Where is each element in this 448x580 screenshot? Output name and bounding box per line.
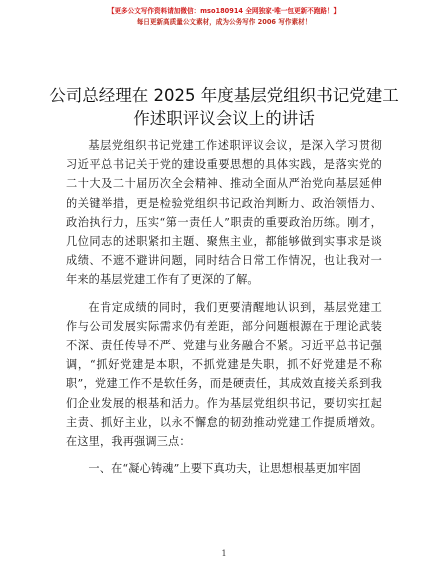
- document-title-line-1: 公司总经理在 2025 年度基层党组织书记党建工: [49, 86, 399, 105]
- paragraph-problems: 在肯定成绩的同时，我们更要清醒地认识到，基层党建工作与公司发展实际需求仍有差距，部分问题根源在于理论武装不深、责任传导不严、党建与业务融合不紧。习近平总书记强调，“抓好党建是本职，不抓党建是失职，抓不好党建是不称职”，党建工作不是软任务，而是硬责任，其成效直接关系到我们企业发展的根基和活力。作为基层党组织书记，要切实扛起主责、抓好主业，以永不懈怠的韧劲推动党建工作提质增效。在这里，我再强调三点：: [66, 300, 382, 449]
- promo-header-line-1: 【更多公文写作资料请加微信：mso180914 全网独家·唯一包更新不跑路！】: [107, 7, 341, 15]
- document-title: [30, 84, 418, 130]
- section-heading-1: 一、在“凝心铸魂”上要下真功夫，让思想根基更加牢固: [88, 462, 361, 476]
- promo-header-line-2: 每日更新高质量公文素材，成为公务写作 2006 写作素材！: [136, 18, 312, 26]
- page-number: 1: [221, 549, 227, 558]
- document-body: [66, 136, 382, 486]
- document-title-line-2: 作述职评议会议上的讲话: [133, 109, 315, 128]
- paragraph-intro: 基层党组织书记党建工作述职评议会议，是深入学习贯彻习近平总书记关于党的建设重要思想的具体实践，是落实党的二十大及二十届历次全会精神、推动全面从严治党向基层延伸的关键举措，更是检验党组织书记政治判断力、政治领悟力、政治执行力，压实“第一责任人”职责的重要政治历练。刚才，几位同志的述职紧扣主题、聚焦主业，都能够做到实事求是谈成绩、不遮不避讲问题，同时结合日常工作情况，也让我对一年来的基层党建工作有了更深的了解。: [66, 139, 382, 287]
- promo-header: [0, 6, 448, 28]
